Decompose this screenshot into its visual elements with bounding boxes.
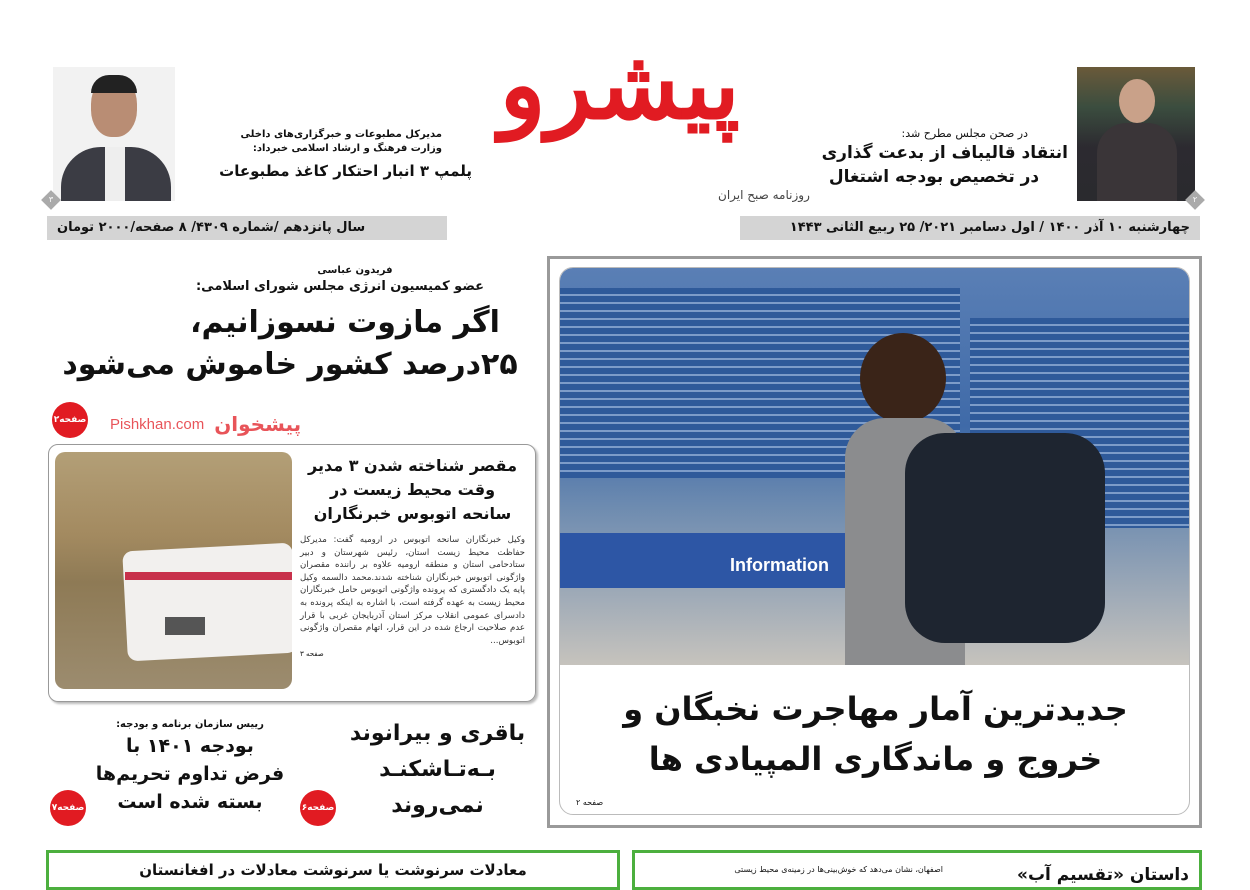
headline[interactable]: سانحه اتوبوس خبرنگاران — [313, 504, 512, 523]
kicker: مدیرکل مطبوعات و خبرگزاری‌های داخلی — [240, 129, 442, 140]
information-sign: Information — [730, 555, 829, 575]
airport-photo — [560, 268, 1190, 665]
article-body: وکیل خبرنگاران سانحه اتوبوس در ارومیه گفت: مدیرکل حفاظت محیط زیست استان، رئیس شهرستان و دبیر ستادحامی استان و منطقه ارومیه علاوه بر راننده مقصران واژگونی اتوبوس خبرنگاران شناخته شدند.محمد دالسمه وکیل پایه یک دادگستری که پرونده واژگونی اتوبوس حامل خبرنگاران محیط زیست به عهده گرفته است، با اشاره به اینکه پرونده به دادسرای عمومی انقلاب مرکز استان آذربایجان غربی با قرار عدم صلاحیت ارجاع شده در این قرار، اتهام مقصران واژگونی اتوبوس... — [300, 535, 525, 646]
headline[interactable]: معادلات سرنوشت یا سرنوشت معادلات در افغانستان — [139, 861, 527, 879]
page-badge[interactable]: صفحه۶ — [300, 790, 336, 826]
watermark: Pishkhan.com پیشخوان — [110, 412, 302, 436]
main-story-card — [559, 267, 1190, 815]
headline[interactable]: بودجه ۱۴۰۱ با — [126, 735, 254, 757]
date-bar: چهارشنبه ۱۰ آذر ۱۴۰۰ / اول دسامبر ۲۰۲۱/ ۲۵ ربیع الثانی ۱۴۴۳ — [740, 216, 1200, 240]
main-headline[interactable]: خروج و ماندگاری المپیادی ها — [648, 740, 1103, 778]
headline[interactable]: در تخصیص بودجه اشتغال — [828, 167, 1040, 187]
page-badge[interactable]: صفحه۷ — [50, 790, 86, 826]
kicker: رییس سازمان برنامه و بودجه: — [116, 719, 264, 730]
bottom-right-box — [632, 850, 1202, 890]
headline[interactable]: مقصر شناخته شدن ۳ مدیر — [308, 456, 517, 475]
headline[interactable]: نمی‌روند — [391, 793, 484, 818]
issue-bar: سال پانزدهم /شماره ۴۳۰۹/ ۸ صفحه/۲۰۰۰ تومان — [47, 216, 447, 240]
headline[interactable]: بسته شده است — [117, 791, 263, 813]
kicker: وزارت فرهنگ و ارشاد اسلامی خبرداد: — [252, 143, 442, 154]
page-marker: ۲ — [1185, 190, 1205, 210]
bus-accident-photo — [55, 452, 292, 689]
headline[interactable]: فرض تداوم تحریم‌ها — [95, 763, 285, 785]
bottom-left-box — [46, 850, 620, 890]
tagline: روزنامه صبح ایران — [718, 188, 810, 202]
headline[interactable]: انتقاد قالیباف از بدعت گذاری — [821, 143, 1068, 163]
headline[interactable]: بـه‌تـاشکنـد — [379, 757, 496, 782]
main-headline[interactable]: جدیدترین آمار مهاجرت نخبگان و — [623, 690, 1128, 728]
page-ref[interactable]: صفحه ۲ — [576, 798, 604, 807]
page-ref[interactable]: صفحه ۳ — [300, 650, 324, 659]
page-badge[interactable]: صفحه۲ — [52, 402, 88, 438]
qalibaf-photo — [1077, 67, 1195, 201]
headline[interactable]: باقری و بیرانوند — [349, 721, 526, 746]
headline[interactable]: ۲۵درصد کشور خاموش می‌شود — [62, 347, 518, 382]
headline[interactable]: وقت محیط زیست در — [329, 480, 496, 499]
interviewee-role: عضو کمیسیون انرژی مجلس شورای اسلامی: — [195, 279, 485, 294]
interviewee-name: فریدون عباسی — [317, 265, 393, 276]
headline[interactable]: اگر مازوت نسوزانیم، — [190, 305, 500, 340]
headline[interactable]: داستان «تقسیم آب» — [1016, 865, 1189, 885]
masthead-logo — [499, 0, 740, 180]
page-marker: ۳ — [41, 190, 61, 210]
logo-text: پیشرو — [499, 28, 740, 141]
headline[interactable]: پلمپ ۳ انبار احتکار کاغذ مطبوعات — [219, 162, 472, 180]
article-snippet: اصفهان، نشان می‌دهد که خوش‌بینی‌ها در زمینه‌ی محیط زیستی — [734, 865, 943, 874]
official-photo — [53, 67, 175, 201]
kicker: در صحن مجلس مطرح شد: — [901, 127, 1028, 140]
